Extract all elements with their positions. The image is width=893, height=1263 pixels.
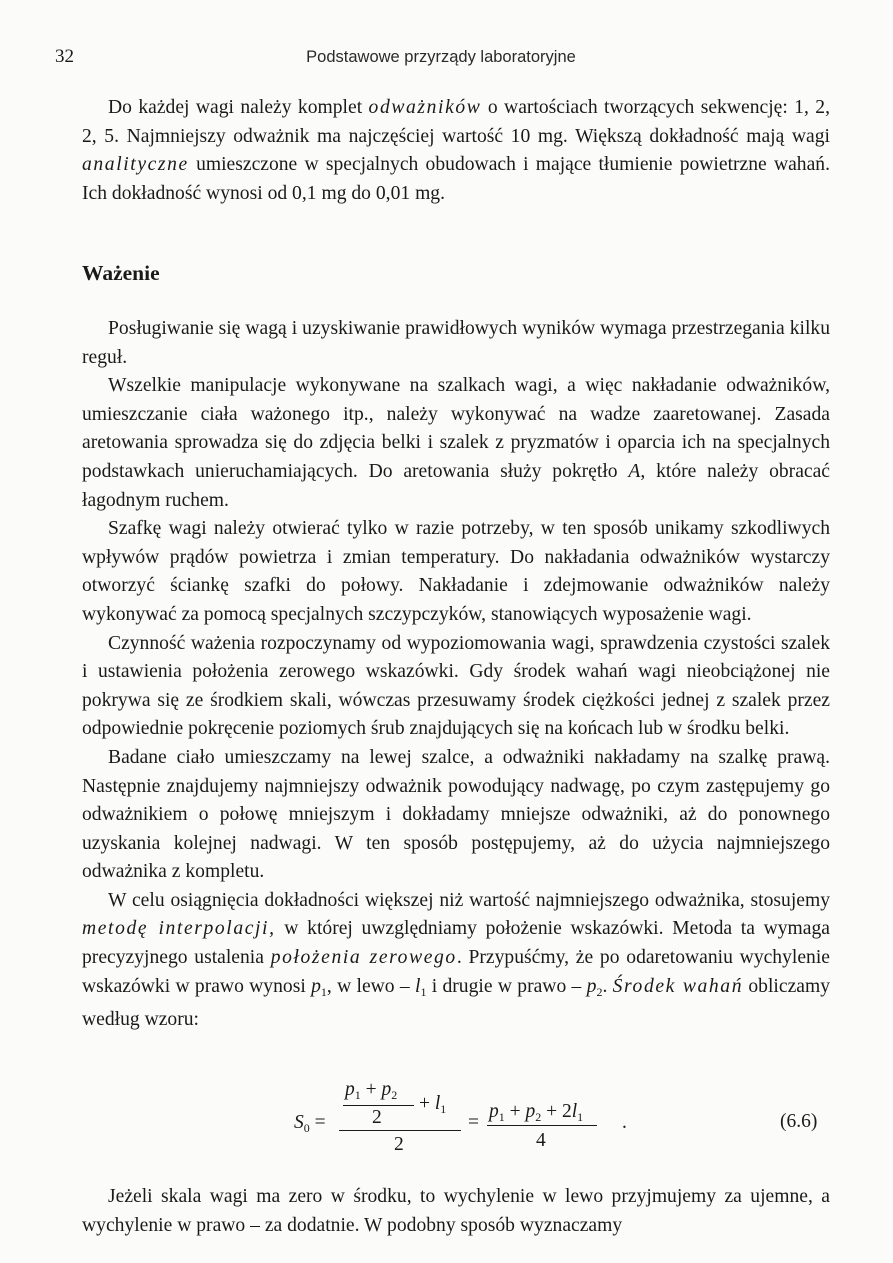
paragraph-3: Szafkę wagi należy otwierać tylko w razie potrzeby, w ten sposób unikamy szkodliwych wpływów prądów powietrza i zmian temperatury. Do nakładania odważników wystarczy otworzyć ściankę szafki do połowy. Nakładanie i zdejmowanie odważników należy wykonywać za pomocą specjalnych szczypczyków, stanowiących wyposażenie wagi.	[82, 518, 830, 625]
formula-inner-denominator: 2	[372, 1107, 382, 1128]
paragraph-5: Badane ciało umieszczamy na lewej szalce, a odważniki nakładamy na szalkę prawą. Następnie znajdujemy najmniejszy odważnik powodujący nadwagę, po czym zastępujemy go odważnikiem o połowę mniejszym i dokładamy mniejsze odważniki, aż do ponownego uzyskania kolejnej nadwagi. W ten sposób postępujemy, aż do użycia najmniejszego odważnika z kompletu.	[82, 746, 830, 883]
main-fraction-bar	[339, 1130, 461, 1131]
equation-number: (6.6)	[780, 1111, 818, 1132]
paragraph-4: Czynność ważenia rozpoczynamy od wypoziomowania wagi, sprawdzenia czystości szalek i ustawienia położenia zerowego wskazówki. Gdy środek wahań wagi nieobciążonej nie pokrywa się ze środkiem skali, wówczas przesuwamy środek ciężkości jednej z szalek przez odpowiednie pokręcenie poziomych śrub znajdujących się na końcach lub w środku belki.	[82, 632, 830, 740]
formula-lhs: $S_0$ =	[294, 1112, 326, 1135]
page-number: 32	[55, 46, 74, 67]
formula-inner-numerator: $p_1 + p_2$	[345, 1079, 398, 1102]
formula-period: .	[622, 1112, 627, 1133]
page-header	[55, 46, 827, 70]
formula-rhs-numerator: $p_1 + p_2 + 2l_1$	[489, 1101, 584, 1124]
formula-add-l1: + $l_1$	[419, 1093, 447, 1116]
section-title: Ważenie	[82, 261, 160, 285]
paragraph-6: W celu osiągnięcia dokładności większej niż wartość najmniejszego odważnika, stosujemy metodę interpolacji, w której uwzględniamy położenie wskazówki. Metoda ta wymaga precyzyjnego ustalenia położenia zerowego. Przypuśćmy, że po odaretowaniu wychylenie wskazówki w prawo wynosi $p_1$, w lewo – $l_1$ i drugie w prawo – $p_2$. Środek wahań obliczamy według wzoru:	[82, 889, 830, 1031]
paragraph-2: Wszelkie manipulacje wykonywane na szalkach wagi, a więc nakładanie odważników, umieszczanie ciała ważonego itp., należy wykonywać na wadze zaaretowanej. Zasada aretowania sprowadza się do zdjęcia belki i szalek z pryzmatów i oparcia ich na specjalnych podstawkach unieruchamiających. Do aretowania służy pokrętło A, które należy obracać łagodnym ruchem.	[82, 375, 830, 511]
formula-equals: =	[468, 1112, 479, 1133]
paragraph-7: Jeżeli skala wagi ma zero w środku, to wychylenie w lewo przyjmujemy za ujemne, a wychylenie w prawo – za dodatnie. W podobny sposób wyznaczamy	[82, 1186, 830, 1236]
formula-rhs-denominator: 4	[536, 1130, 546, 1151]
section-body	[82, 315, 830, 1035]
term-odwazniki: odważników	[368, 97, 482, 118]
term-srodek-wahan: Środek wahań	[612, 975, 744, 997]
intro-paragraph: Do każdej wagi należy komplet odważników o wartościach tworzących sekwencję: 1, 2, 2, 5. Najmniejszy odważnik ma najczęściej wartość 10 mg. Większą dokładność mają wagi analityczne umieszczone w specjalnych obudowach i mające tłumienie powietrzne wahań. Ich dokładność wynosi od 0,1 mg do 0,01 mg.	[82, 97, 830, 204]
formula-main-denominator: 2	[394, 1134, 404, 1155]
rhs-fraction-bar	[487, 1125, 597, 1126]
term-analityczne: analityczne	[82, 154, 189, 176]
closing-block	[82, 1183, 830, 1240]
term-polozenie-zerowe: położenia zerowego	[270, 947, 457, 969]
paragraph-1: Posługiwanie się wagą i uzyskiwanie prawidłowych wyników wymaga przestrzegania kilku reguł.	[82, 318, 830, 368]
intro-block	[82, 94, 830, 208]
term-metoda-interpolacji: metodę interpolacji,	[82, 918, 276, 940]
equation-6-6	[0, 1078, 893, 1168]
running-title: Podstawowe przyrządy laboratoryjne	[306, 48, 576, 66]
